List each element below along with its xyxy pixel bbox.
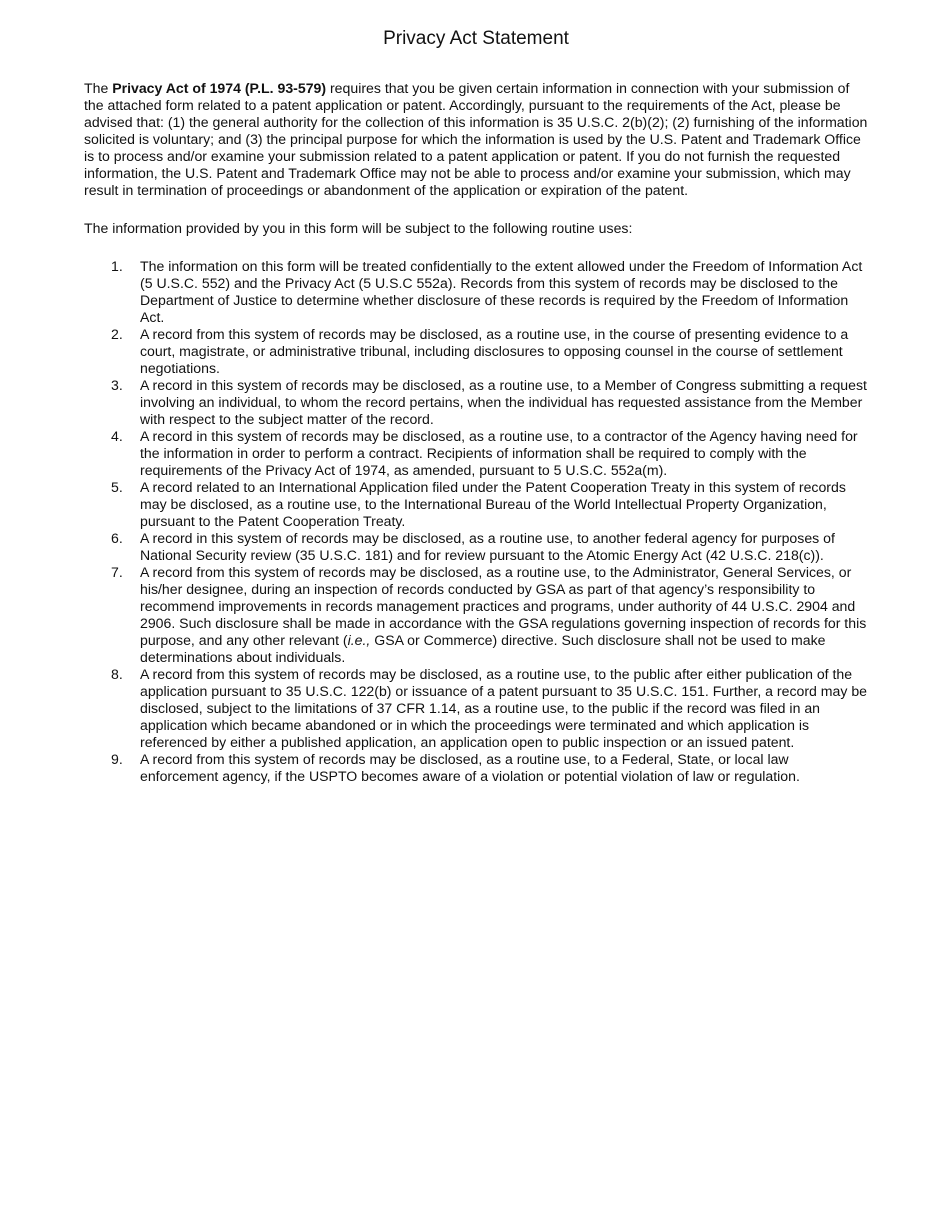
intro-act-name: Privacy Act of 1974 (P.L. 93-579) <box>112 80 327 96</box>
routine-use-item <box>84 564 868 666</box>
page-title: Privacy Act Statement <box>383 28 569 49</box>
routine-use-number: 6. <box>111 530 123 546</box>
routine-use-item <box>84 479 868 530</box>
routine-use-number: 8. <box>111 666 123 682</box>
intro-prefix: The <box>84 80 113 96</box>
routine-use-item <box>84 377 868 428</box>
routine-use-text-part: GSA or Commerce) directive. Such disclosure shall not be used to make determinations about individuals. <box>140 632 826 665</box>
routine-use-text: The information on this form will be treated confidentially to the extent allowed under the Freedom of Information Act (5 U.S.C. 552) and the Privacy Act (5 U.S.C 552a). Records from this system of records may be disclosed to the Department of Justice to determine whether disclosure of these records is required by the Freedom of Information Act. <box>140 258 863 325</box>
routine-use-text: A record in this system of records may be disclosed, as a routine use, to another federal agency for purposes of National Security review (35 U.S.C. 181) and for review pursuant to the Atomic Energy Act (42 U.S.C. 218(c)). <box>140 530 835 563</box>
routine-use-item <box>84 530 868 564</box>
routine-use-number: 3. <box>111 377 123 393</box>
intro-body: requires that you be given certain information in connection with your submission of the attached form related to a patent application or patent. Accordingly, pursuant to the requirements of the Act, please be advised that: (1) the general authority for the collection of this information is 35 U.S.C. 2(b)(2); (2) furnishing of the information solicited is voluntary; and (3) the principal purpose for which the information is used by the U.S. Patent and Trademark Office is to process and/or examine your submission related to a patent application or patent. If you do not furnish the requested information, the U.S. Patent and Trademark Office may not be able to process and/or examine your submission, which may result in termination of proceedings or abandonment of the application or expiration of the patent. <box>84 80 868 198</box>
routine-use-text: A record from this system of records may be disclosed, as a routine use, in the course of presenting evidence to a court, magistrate, or administrative tribunal, including disclosures to opposing counsel in the course of settlement negotiations. <box>140 326 849 376</box>
routine-use-item <box>84 258 868 326</box>
routine-use-text <box>140 564 866 665</box>
routine-use-number: 2. <box>111 326 123 342</box>
routine-use-text-italic: i.e., <box>347 632 371 648</box>
routine-use-number: 5. <box>111 479 123 495</box>
routine-use-item <box>84 751 868 785</box>
routine-use-item <box>84 326 868 377</box>
routine-use-text: A record from this system of records may be disclosed, as a routine use, to a Federal, State, or local law enforcement agency, if the USPTO becomes aware of a violation or potential violation of law or regulation. <box>140 751 800 784</box>
routine-use-text: A record in this system of records may be disclosed, as a routine use, to a Member of Congress submitting a request involving an individual, to whom the record pertains, when the individual has requested assistance from the Member with respect to the subject matter of the record. <box>140 377 867 427</box>
intro-paragraph <box>84 80 868 199</box>
routine-use-number: 1. <box>111 258 123 274</box>
routine-use-number: 4. <box>111 428 123 444</box>
routine-use-number: 9. <box>111 751 123 767</box>
routine-use-text: A record from this system of records may be disclosed, as a routine use, to the public after either publication of the application pursuant to 35 U.S.C. 122(b) or issuance of a patent pursuant to 35 U.S.C. 151. Further, a record may be disclosed, subject to the limitations of 37 CFR 1.14, as a routine use, to the public if the record was filed in an application which became abandoned or in which the proceedings were terminated and which application is referenced by either a published application, an application open to public inspection or an issued patent. <box>140 666 868 750</box>
routine-use-text-part: A record from this system of records may be disclosed, as a routine use, to the Administrator, General Services, or his/her designee, during an inspection of records conducted by GSA as part of that agency’s responsibility to recommend improvements in records management practices and programs, under authority of 44 U.S.C. 2904 and 2906. Such disclosure shall be made in accordance with the GSA regulations governing inspection of records for this purpose, and any other relevant ( <box>140 564 867 648</box>
routine-use-item <box>84 666 868 751</box>
routine-use-text: A record related to an International Application filed under the Patent Cooperation Treaty in this system of records may be disclosed, as a routine use, to the International Bureau of the World Intellectual Property Organization, pursuant to the Patent Cooperation Treaty. <box>140 479 846 529</box>
routine-use-item <box>84 428 868 479</box>
routine-uses-intro: The information provided by you in this form will be subject to the following routine uses: <box>84 220 633 236</box>
routine-use-number: 7. <box>111 564 123 580</box>
document-page <box>84 28 868 785</box>
routine-use-text: A record in this system of records may be disclosed, as a routine use, to a contractor of the Agency having need for the information in order to perform a contract. Recipients of information shall be required to comply with the requirements of the Privacy Act of 1974, as amended, pursuant to 5 U.S.C. 552a(m). <box>140 428 858 478</box>
routine-uses-list <box>84 258 868 785</box>
